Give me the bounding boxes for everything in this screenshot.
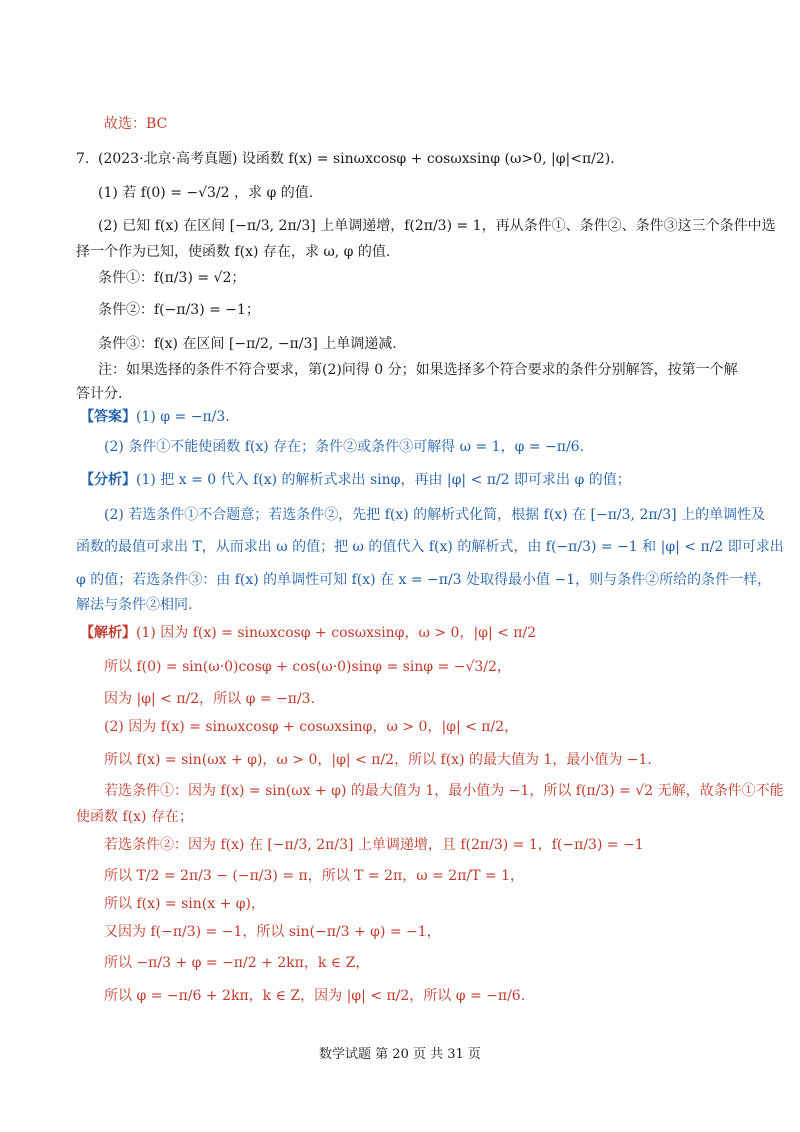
analysis-line2: (2) 若选条件①不合题意；若选条件②，先把 f(x) 的解析式化简，根据 f(x) 在 [−π/3, 2π/3] 上的单调性及 <box>104 507 766 523</box>
problem-part2-line2: 择一个作为已知，使函数 f(x) 存在，求 ω, φ 的值. <box>76 244 391 260</box>
analysis-line3: 函数的最值可求出 T，从而求出 ω 的值；把 ω 的值代入 f(x) 的解析式，由 f(−π/3) = −1 和 |φ| < π/2 即可求出 <box>76 539 784 555</box>
solution-line5: 所以 f(x) = sin(ωx + φ)，ω > 0，|φ| < π/2，所以 f(x) 的最大值为 1，最小值为 −1. <box>104 752 652 768</box>
condition-3: 条件③：f(x) 在区间 [−π/2, −π/3] 上单调递减. <box>98 336 397 352</box>
analysis-tag: 【分析】 <box>80 472 136 488</box>
solution-line7: 使函数 f(x) 存在； <box>76 809 193 825</box>
condition-1: 条件①：f(π/3) = √2； <box>98 270 246 286</box>
solution-line8: 若选条件②：因为 f(x) 在 [−π/3, 2π/3] 上单调递增，且 f(2π/3) = 1，f(−π/3) = −1 <box>104 837 644 853</box>
solution-line6: 若选条件①：因为 f(x) = sin(ωx + φ) 的最大值为 1，最小值为 −1，所以 f(π/3) = √2 无解，故条件①不能 <box>104 783 784 799</box>
answer-line1 <box>80 407 230 427</box>
solution-line4: (2) 因为 f(x) = sinωxcosφ + cosωxsinφ，ω > 0，|φ| < π/2， <box>104 719 519 735</box>
solution-tag: 【解析】 <box>80 625 136 641</box>
solution-line10: 所以 f(x) = sin(x + φ)， <box>104 896 266 912</box>
problem-stem: (2023·北京·高考真题) 设函数 f(x) = sinωxcosφ + cosωxsinφ (ω>0, |φ|<π/2). <box>98 151 615 167</box>
condition-2: 条件②：f(−π/3) = −1； <box>98 302 260 318</box>
previous-answer: 故选：BC <box>104 116 168 132</box>
solution-line11: 又因为 f(−π/3) = −1，所以 sin(−π/3 + φ) = −1， <box>104 924 441 940</box>
solution-line2: 所以 f(0) = sin(ω·0)cosφ + cos(ω·0)sinφ = sinφ = −√3/2， <box>104 659 511 675</box>
solution-line3: 因为 |φ| < π/2，所以 φ = −π/3. <box>104 691 316 707</box>
analysis-text1: (1) 把 x = 0 代入 f(x) 的解析式求出 sinφ，再由 |φ| < π/2 即可求出 φ 的值； <box>136 472 631 488</box>
solution-line9: 所以 T/2 = 2π/3 − (−π/3) = π，所以 T = 2π，ω = 2π/T = 1， <box>104 868 524 884</box>
analysis-line5: 解法与条件②相同. <box>76 597 193 613</box>
page-footer: 数学试题 第 20 页 共 31 页 <box>319 1047 481 1062</box>
solution-line1 <box>80 623 536 643</box>
analysis-line1 <box>80 470 631 490</box>
solution-text1: (1) 因为 f(x) = sinωxcosφ + cosωxsinφ，ω > 0，|φ| < π/2 <box>136 625 537 641</box>
answer-tag: 【答案】 <box>80 409 136 425</box>
note-line2: 答计分. <box>76 386 123 402</box>
answer-line2: (2) 条件①不能使函数 f(x) 存在；条件②或条件③可解得 ω = 1，φ = −π/6. <box>104 439 585 455</box>
solution-line13: 所以 φ = −π/6 + 2kπ，k ∈ Z，因为 |φ| < π/2，所以 φ = −π/6. <box>104 988 526 1004</box>
problem-part1: (1) 若 f(0) = −√3/2 ，求 φ 的值. <box>98 185 314 201</box>
answer-text1: (1) φ = −π/3. <box>136 409 230 425</box>
solution-line12: 所以 −π/3 + φ = −π/2 + 2kπ，k ∈ Z， <box>104 955 370 971</box>
problem-part2-line1: (2) 已知 f(x) 在区间 [−π/3, 2π/3] 上单调递增，f(2π/3) = 1，再从条件①、条件②、条件③这三个条件中选 <box>98 218 776 234</box>
analysis-line4: φ 的值；若选条件③：由 f(x) 的单调性可知 f(x) 在 x = −π/3 处取得最小值 −1，则与条件②所给的条件一样， <box>76 572 772 588</box>
note-line1: 注：如果选择的条件不符合要求，第(2)问得 0 分；如果选择多个符合要求的条件分别解答，按第一个解 <box>98 362 738 378</box>
problem-number: 7. <box>76 151 90 167</box>
